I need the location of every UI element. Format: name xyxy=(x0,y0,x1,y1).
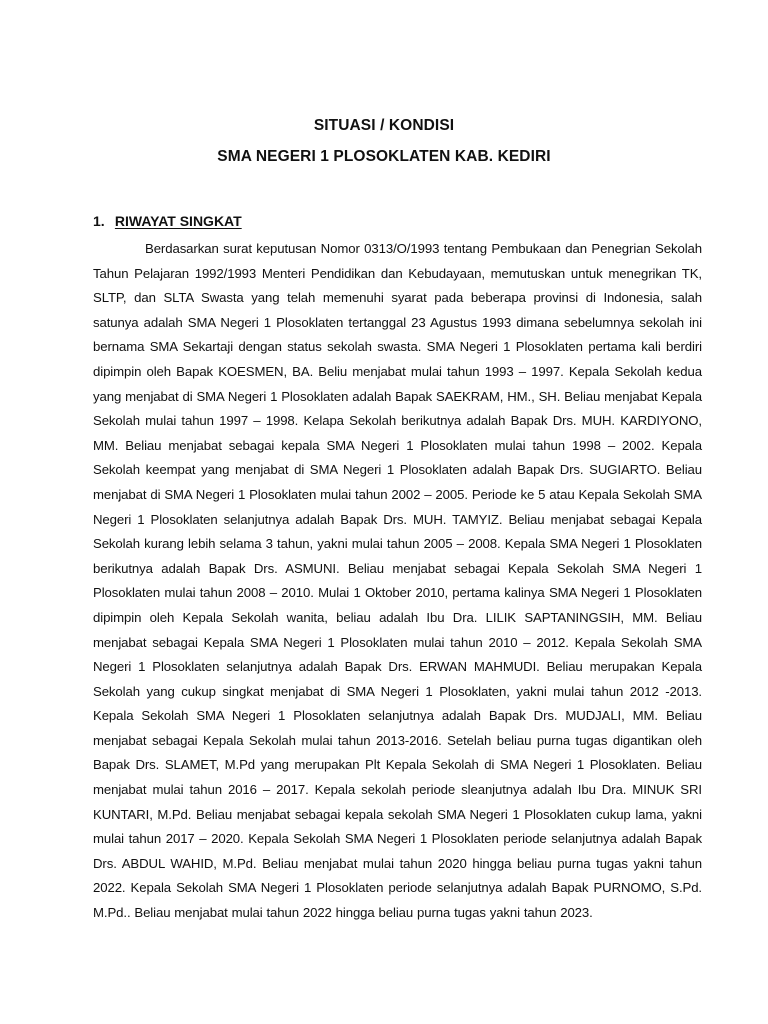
section-heading-text: RIWAYAT SINGKAT xyxy=(114,213,242,229)
document-title: SITUASI / KONDISI xyxy=(313,117,455,134)
section-paragraph: Berdasarkan surat keputusan Nomor 0313/O/1993 tentang Pembukaan dan Penegrian Sekolah Tahun Pelajaran 1992/1993 Menteri Pendidikan dan Kebudayaan, memutuskan untuk menegrikan TK, SLTP, dan SLTA Swasta yang telah memenuhi syarat pada beberapa provinsi di Indonesia, salah satunya adalah SMA Negeri 1 Plosoklaten tertanggal 23 Agustus 1993 dimana sebelumnya sekolah ini bernama SMA Sekartaji dengan status sekolah swasta. SMA Negeri 1 Plosoklaten pertama kali berdiri dipimpin oleh Bapak KOESMEN, BA. Beliu menjabat mulai tahun 1993 – 1997. Kepala Sekolah kedua yang menjabat di SMA Negeri 1 Plosoklaten adalah Bapak SAEKRAM, HM., SH. Beliau menjabat Kepala Sekolah mulai tahun 1997 – 1998. Kelapa Sekolah berikutnya adalah Bapak Drs. MUH. KARDIYONO, MM. Beliau menjabat sebagai kepala SMA Negeri 1 Plosoklaten mulai tahun 1998 – 2002. Kepala Sekolah keempat yang menjabat di SMA Negeri 1 Plosoklaten adalah Bapak Drs. SUGIARTO. Beliau menjabat di SMA Negeri 1 Plosoklaten mulai tahun 2002 – 2005. Periode ke 5 atau Kepala Sekolah SMA Negeri 1 Plosoklaten selanjutnya adalah Bapak Drs. MUH. TAMYIZ. Beliau menjabat sebagai Kepala Sekolah kurang lebih selama 3 tahun, yakni mulai tahun 2005 – 2008. Kepala SMA Negeri 1 Plosoklaten berikutnya adalah Bapak Drs. ASMUNI. Beliau menjabat sebagai Kepala Sekolah SMA Negeri 1 Plosoklaten mulai tahun 2008 – 2010. Mulai 1 Oktober 2010, pertama kalinya SMA Negeri 1 Plosoklaten dipimpin oleh Kepala Sekolah wanita, beliau adalah Ibu Dra. LILIK SAPTANINGSIH, MM. Beliau menjabat sebagai Kepala SMA Negeri 1 Plosoklaten mulai tahun 2010 – 2012. Kepala Sekolah SMA Negeri 1 Plosoklaten selanjutnya adalah Bapak Drs. ERWAN MAHMUDI. Beliau merupakan Kepala Sekolah yang cukup singkat menjabat di SMA Negeri 1 Plosoklaten, yakni mulai tahun 2012 -2013. Kepala Sekolah SMA Negeri 1 Plosoklaten selanjutnya adalah Bapak Drs. MUDJALI, MM. Beliau menjabat sebagai Kepala Sekolah mulai tahun 2013-2016. Setelah beliau purna tugas digantikan oleh Bapak Drs. SLAMET, M.Pd yang merupakan Plt Kepala Sekolah di SMA Negeri 1 Plosoklaten. Beliau menjabat mulai tahun 2016 – 2017. Kepala sekolah periode sleanjutnya adalah Ibu Dra. MINUK SRI KUNTARI, M.Pd. Beliau menjabat sebagai kepala sekolah SMA Negeri 1 Plosoklaten cukup lama, yakni mulai tahun 2017 – 2020. Kepala Sekolah SMA Negeri 1 Plosoklaten periode selanjutnya adalah Bapak Drs. ABDUL WAHID, M.Pd. Beliau menjabat mulai tahun 2020 hingga beliau purna tugas yakni tahun 2022. Kepala Sekolah SMA Negeri 1 Plosoklaten periode selanjutnya adalah Bapak PURNOMO, S.Pd. M.Pd.. Beliau menjabat mulai tahun 2022 hingga beliau purna tugas yakni tahun 2023. xyxy=(93,241,702,921)
section-heading xyxy=(93,213,242,229)
section-number: 1. xyxy=(93,213,105,229)
document-subtitle: SMA NEGERI 1 PLOSOKLATEN KAB. KEDIRI xyxy=(217,148,551,165)
